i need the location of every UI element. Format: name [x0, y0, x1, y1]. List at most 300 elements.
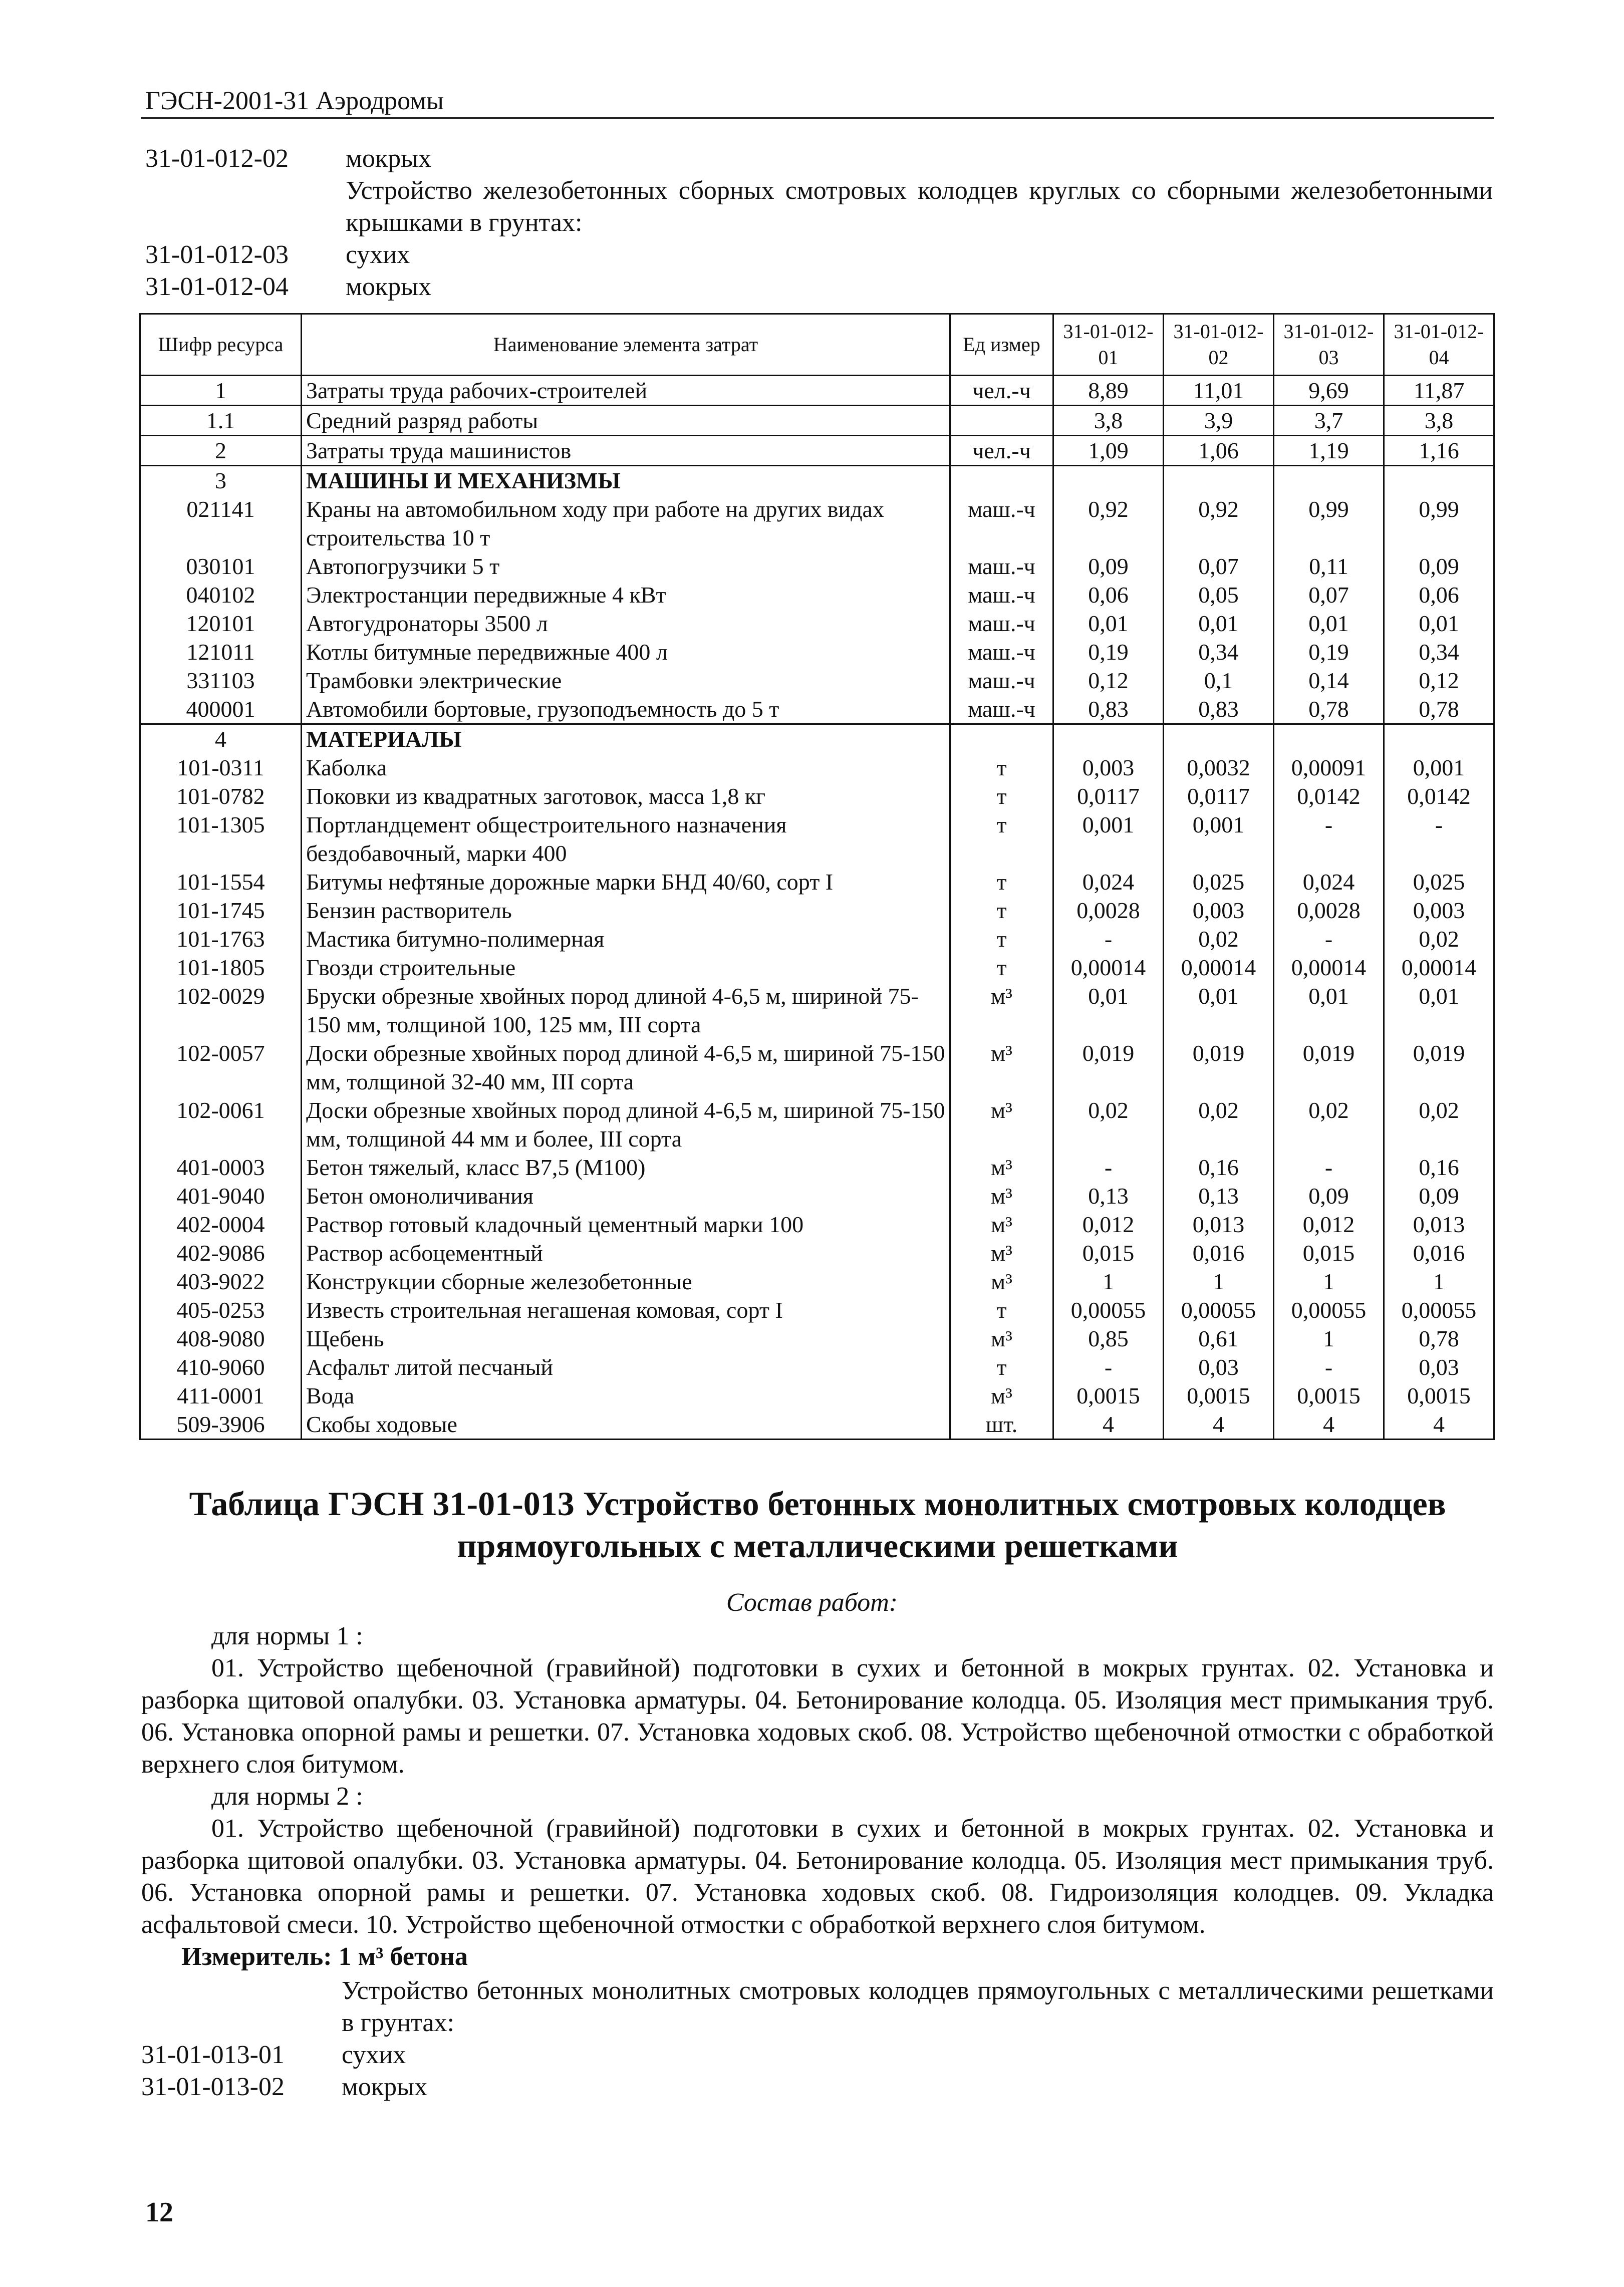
- resource-code: 400001: [140, 695, 302, 724]
- table-row: [140, 1353, 1494, 1381]
- value-col-1: 0,0015: [1053, 1381, 1164, 1410]
- resource-name: Бруски обрезные хвойных пород длиной 4-6,5 м, шириной 75-150 мм, толщиной 100, 125 мм, III сорта: [302, 982, 950, 1039]
- value-col-3: -: [1274, 1153, 1384, 1182]
- value-col-3: 0,00091: [1274, 753, 1384, 782]
- resource-code: 402-9086: [140, 1239, 302, 1267]
- resource-unit: маш.-ч: [950, 695, 1053, 724]
- value-col-1: -: [1053, 1353, 1164, 1381]
- value-col-3: 0,99: [1274, 495, 1384, 552]
- header-code: Шифр ресурса: [140, 314, 302, 376]
- value-col-3: 9,69: [1274, 376, 1384, 406]
- value-col-4: 1: [1384, 1267, 1494, 1296]
- value-col-3: 0,019: [1274, 1039, 1384, 1096]
- resource-name: Конструкции сборные железобетонные: [302, 1267, 950, 1296]
- resource-unit: маш.-ч: [950, 609, 1053, 638]
- value-col-3: [1274, 466, 1384, 495]
- table-body: [140, 376, 1494, 1440]
- table-row: [140, 782, 1494, 810]
- value-col-3: 1: [1274, 1324, 1384, 1353]
- work-composition: [141, 1620, 1494, 2103]
- resource-code: 408-9080: [140, 1324, 302, 1353]
- value-col-1: 0,02: [1053, 1096, 1164, 1153]
- value-col-4: 0,013: [1384, 1210, 1494, 1239]
- value-col-2: 4: [1164, 1410, 1274, 1440]
- value-col-3: [1274, 724, 1384, 754]
- resource-unit: т: [950, 753, 1053, 782]
- value-col-2: 0,34: [1164, 638, 1274, 666]
- value-col-4: 0,34: [1384, 638, 1494, 666]
- value-col-3: 0,0015: [1274, 1381, 1384, 1410]
- value-col-4: 0,019: [1384, 1039, 1494, 1096]
- resource-name: Известь строительная негашеная комовая, сорт I: [302, 1296, 950, 1324]
- resource-code: 102-0061: [140, 1096, 302, 1153]
- resource-unit: м³: [950, 1210, 1053, 1239]
- value-col-2: [1164, 466, 1274, 495]
- value-col-3: 0,0028: [1274, 896, 1384, 925]
- value-col-4: 0,09: [1384, 552, 1494, 581]
- value-col-4: 0,016: [1384, 1239, 1494, 1267]
- value-col-1: -: [1053, 925, 1164, 953]
- resource-name: Асфальт литой песчаный: [302, 1353, 950, 1381]
- value-col-1: [1053, 466, 1164, 495]
- resource-name: Автомобили бортовые, грузоподъемность до 5 т: [302, 695, 950, 724]
- resource-unit: м³: [950, 1267, 1053, 1296]
- value-col-1: 0,024: [1053, 868, 1164, 896]
- value-col-4: 0,01: [1384, 609, 1494, 638]
- value-col-2: 0,01: [1164, 982, 1274, 1039]
- value-col-1: -: [1053, 1153, 1164, 1182]
- value-col-2: 0,83: [1164, 695, 1274, 724]
- value-col-1: 0,012: [1053, 1210, 1164, 1239]
- resource-unit: чел.-ч: [950, 376, 1053, 406]
- value-col-3: 4: [1274, 1410, 1384, 1440]
- resource-code: 403-9022: [140, 1267, 302, 1296]
- value-col-2: 0,01: [1164, 609, 1274, 638]
- table-row: [140, 1096, 1494, 1153]
- value-col-4: 0,06: [1384, 581, 1494, 609]
- header-col-2: 31-01-012-02: [1164, 314, 1274, 376]
- norm-code: [141, 1975, 342, 2039]
- value-col-1: 0,06: [1053, 581, 1164, 609]
- table-row: [140, 436, 1494, 466]
- value-col-2: 0,0015: [1164, 1381, 1274, 1410]
- resource-name: Поковки из квадратных заготовок, масса 1,8 кг: [302, 782, 950, 810]
- value-col-2: 0,016: [1164, 1239, 1274, 1267]
- resource-unit: т: [950, 810, 1053, 868]
- running-header: ГЭСН-2001-31 Аэродромы: [145, 87, 444, 115]
- table-row: [140, 1324, 1494, 1353]
- resource-code: 101-1763: [140, 925, 302, 953]
- resource-unit: м³: [950, 1153, 1053, 1182]
- value-col-3: 0,00014: [1274, 953, 1384, 982]
- value-col-4: 11,87: [1384, 376, 1494, 406]
- value-col-2: 0,019: [1164, 1039, 1274, 1096]
- value-col-1: 3,8: [1053, 406, 1164, 436]
- value-col-2: 0,92: [1164, 495, 1274, 552]
- value-col-2: 0,03: [1164, 1353, 1274, 1381]
- value-col-1: 0,019: [1053, 1039, 1164, 1096]
- header-name: Наименование элемента затрат: [302, 314, 950, 376]
- resource-name: Раствор готовый кладочный цементный марки 100: [302, 1210, 950, 1239]
- resource-unit: маш.-ч: [950, 666, 1053, 695]
- resource-name: Раствор асбоцементный: [302, 1239, 950, 1267]
- value-col-3: -: [1274, 1353, 1384, 1381]
- value-col-2: 0,0032: [1164, 753, 1274, 782]
- resource-name: Электростанции передвижные 4 кВт: [302, 581, 950, 609]
- resource-name: Затраты труда рабочих-строителей: [302, 376, 950, 406]
- value-col-4: 0,16: [1384, 1153, 1494, 1182]
- table-row: [140, 376, 1494, 406]
- value-col-4: 4: [1384, 1410, 1494, 1440]
- resource-unit: шт.: [950, 1410, 1053, 1440]
- table-row: [140, 896, 1494, 925]
- value-col-1: [1053, 724, 1164, 754]
- norm-text: Устройство железобетонных сборных смотровых колодцев круглых со сборными железобетонными крышками в грунтах:: [346, 176, 1493, 237]
- resource-table: [139, 313, 1495, 1440]
- value-col-1: 0,001: [1053, 810, 1164, 868]
- table-title: Таблица ГЭСН 31-01-013 Устройство бетонных монолитных смотровых колодцев прямоугольных с металлическими решетками: [189, 1485, 1446, 1565]
- resource-name: Котлы битумные передвижные 400 л: [302, 638, 950, 666]
- value-col-2: 0,00055: [1164, 1296, 1274, 1324]
- resource-code: 411-0001: [140, 1381, 302, 1410]
- work-heading: Состав работ:: [726, 1588, 898, 1617]
- value-col-1: 0,015: [1053, 1239, 1164, 1267]
- norm-code: 31-01-012-02: [145, 144, 289, 173]
- value-col-2: 0,13: [1164, 1182, 1274, 1210]
- resource-unit: маш.-ч: [950, 638, 1053, 666]
- value-col-3: 0,19: [1274, 638, 1384, 666]
- table-row: [140, 810, 1494, 868]
- table-row: [140, 1153, 1494, 1182]
- value-col-1: 0,00055: [1053, 1296, 1164, 1324]
- table-row: [140, 1296, 1494, 1324]
- resource-unit: маш.-ч: [950, 552, 1053, 581]
- resource-unit: м³: [950, 1039, 1053, 1096]
- value-col-4: 0,12: [1384, 666, 1494, 695]
- resource-code: 1.1: [140, 406, 302, 436]
- table-row: [140, 1267, 1494, 1296]
- resource-code: 101-0311: [140, 753, 302, 782]
- norm-text: сухих: [342, 2041, 406, 2069]
- resource-name: МАШИНЫ И МЕХАНИЗМЫ: [302, 466, 950, 495]
- value-col-1: 0,0117: [1053, 782, 1164, 810]
- resource-code: 101-1554: [140, 868, 302, 896]
- norm2-label: для нормы 2 :: [211, 1782, 363, 1811]
- resource-unit: т: [950, 868, 1053, 896]
- intro-item: [145, 143, 1493, 175]
- value-col-3: 0,78: [1274, 695, 1384, 724]
- resource-name: Бензин растворитель: [302, 896, 950, 925]
- value-col-3: 0,07: [1274, 581, 1384, 609]
- norm-code: 31-01-012-04: [145, 272, 289, 301]
- value-col-3: 0,0142: [1274, 782, 1384, 810]
- value-col-2: 3,9: [1164, 406, 1274, 436]
- header-col-4: 31-01-012-04: [1384, 314, 1494, 376]
- value-col-3: 3,7: [1274, 406, 1384, 436]
- table-row: [140, 1410, 1494, 1440]
- value-col-2: 0,16: [1164, 1153, 1274, 1182]
- table-row: [140, 581, 1494, 609]
- value-col-3: -: [1274, 925, 1384, 953]
- resource-name: Краны на автомобильном ходу при работе на других видах строительства 10 т: [302, 495, 950, 552]
- value-col-1: 0,85: [1053, 1324, 1164, 1353]
- value-col-4: 0,09: [1384, 1182, 1494, 1210]
- value-col-1: 0,19: [1053, 638, 1164, 666]
- resource-unit: чел.-ч: [950, 436, 1053, 466]
- table-row: [140, 724, 1494, 754]
- header-col-1: 31-01-012-01: [1053, 314, 1164, 376]
- value-col-4: 0,00055: [1384, 1296, 1494, 1324]
- resource-code: 030101: [140, 552, 302, 581]
- resource-code: 120101: [140, 609, 302, 638]
- table-row: [140, 1239, 1494, 1267]
- value-col-3: 1: [1274, 1267, 1384, 1296]
- resource-unit: м³: [950, 982, 1053, 1039]
- resource-code: 121011: [140, 638, 302, 666]
- norm-code: 31-01-012-03: [145, 240, 289, 269]
- page-number: 12: [145, 2197, 173, 2228]
- resource-name: Автогудронаторы 3500 л: [302, 609, 950, 638]
- resource-code: 331103: [140, 666, 302, 695]
- resource-unit: т: [950, 1353, 1053, 1381]
- norm-text: Устройство бетонных монолитных смотровых колодцев прямоугольных с металлическими решетками в грунтах:: [342, 1976, 1494, 2037]
- table-row: [140, 1381, 1494, 1410]
- value-col-4: 0,02: [1384, 925, 1494, 953]
- resource-unit: т: [950, 782, 1053, 810]
- resource-name: Средний разряд работы: [302, 406, 950, 436]
- value-col-2: 0,0117: [1164, 782, 1274, 810]
- value-col-1: 0,01: [1053, 982, 1164, 1039]
- resource-code: 101-1305: [140, 810, 302, 868]
- value-col-4: 0,0015: [1384, 1381, 1494, 1410]
- value-col-3: 0,14: [1274, 666, 1384, 695]
- value-col-3: 0,00055: [1274, 1296, 1384, 1324]
- table-row: [140, 609, 1494, 638]
- value-col-1: 0,13: [1053, 1182, 1164, 1210]
- table-row: [140, 495, 1494, 552]
- value-col-1: 0,00014: [1053, 953, 1164, 982]
- resource-name: Портландцемент общестроительного назначения бездобавочный, марки 400: [302, 810, 950, 868]
- intro-item: [145, 271, 1493, 303]
- value-col-1: 0,01: [1053, 609, 1164, 638]
- header-rule: [141, 117, 1494, 119]
- table-row: [140, 638, 1494, 666]
- value-col-2: 0,001: [1164, 810, 1274, 868]
- table-row: [140, 552, 1494, 581]
- value-col-1: 1: [1053, 1267, 1164, 1296]
- value-col-3: 0,015: [1274, 1239, 1384, 1267]
- value-col-1: 0,003: [1053, 753, 1164, 782]
- value-col-1: 0,09: [1053, 552, 1164, 581]
- resource-name: Бетон тяжелый, класс В7,5 (М100): [302, 1153, 950, 1182]
- resource-name: Вода: [302, 1381, 950, 1410]
- resource-code: 101-1805: [140, 953, 302, 982]
- resource-unit: т: [950, 925, 1053, 953]
- resource-code: 102-0029: [140, 982, 302, 1039]
- resource-code: 401-9040: [140, 1182, 302, 1210]
- header-col-3: 31-01-012-03: [1274, 314, 1384, 376]
- value-col-2: 0,025: [1164, 868, 1274, 896]
- value-col-3: 0,01: [1274, 609, 1384, 638]
- value-col-4: 0,0142: [1384, 782, 1494, 810]
- intro-list: [145, 143, 1493, 303]
- resource-unit: м³: [950, 1381, 1053, 1410]
- value-col-3: -: [1274, 810, 1384, 868]
- resource-unit: м³: [950, 1324, 1053, 1353]
- value-col-2: 0,00014: [1164, 953, 1274, 982]
- resource-code: 405-0253: [140, 1296, 302, 1324]
- resource-name: Автопогрузчики 5 т: [302, 552, 950, 581]
- table-row: [140, 753, 1494, 782]
- resource-unit: м³: [950, 1239, 1053, 1267]
- value-col-2: 1: [1164, 1267, 1274, 1296]
- value-col-1: 0,12: [1053, 666, 1164, 695]
- table-row: [140, 1182, 1494, 1210]
- value-col-3: 0,024: [1274, 868, 1384, 896]
- resource-code: 1: [140, 376, 302, 406]
- value-col-4: -: [1384, 810, 1494, 868]
- value-col-2: 0,013: [1164, 1210, 1274, 1239]
- resource-code: 410-9060: [140, 1353, 302, 1381]
- norm-text: мокрых: [342, 2073, 428, 2101]
- norm-text: мокрых: [346, 144, 432, 173]
- value-col-4: 3,8: [1384, 406, 1494, 436]
- table-row: [140, 982, 1494, 1039]
- norm-list: [141, 1975, 1494, 2103]
- resource-name: МАТЕРИАЛЫ: [302, 724, 950, 754]
- resource-name: Мастика битумно-полимерная: [302, 925, 950, 953]
- table-row: [140, 953, 1494, 982]
- norm-list-item: [141, 2071, 1494, 2103]
- norm1-label: для нормы 1 :: [211, 1622, 363, 1650]
- value-col-2: 0,02: [1164, 1096, 1274, 1153]
- resource-code: 402-0004: [140, 1210, 302, 1239]
- norm-code: [145, 175, 346, 239]
- value-col-4: 0,001: [1384, 753, 1494, 782]
- table-row: [140, 925, 1494, 953]
- resource-code: 102-0057: [140, 1039, 302, 1096]
- resource-code: 040102: [140, 581, 302, 609]
- value-col-2: 0,1: [1164, 666, 1274, 695]
- norm-code: 31-01-013-01: [141, 2041, 285, 2069]
- table-row: [140, 695, 1494, 724]
- value-col-4: 0,02: [1384, 1096, 1494, 1153]
- value-col-2: [1164, 724, 1274, 754]
- value-col-4: [1384, 724, 1494, 754]
- table-row: [140, 666, 1494, 695]
- norm-text: мокрых: [346, 272, 432, 301]
- resource-name: Битумы нефтяные дорожные марки БНД 40/60, сорт I: [302, 868, 950, 896]
- resource-code: 509-3906: [140, 1410, 302, 1440]
- value-col-3: 0,012: [1274, 1210, 1384, 1239]
- value-col-4: 1,16: [1384, 436, 1494, 466]
- resource-unit: маш.-ч: [950, 581, 1053, 609]
- resource-unit: [950, 466, 1053, 495]
- resource-unit: т: [950, 1296, 1053, 1324]
- intro-item: [145, 175, 1493, 239]
- value-col-2: 11,01: [1164, 376, 1274, 406]
- value-col-3: 1,19: [1274, 436, 1384, 466]
- value-col-3: 0,01: [1274, 982, 1384, 1039]
- value-col-4: 0,003: [1384, 896, 1494, 925]
- resource-code: 2: [140, 436, 302, 466]
- value-col-2: 0,003: [1164, 896, 1274, 925]
- value-col-3: 0,11: [1274, 552, 1384, 581]
- resource-name: Доски обрезные хвойных пород длиной 4-6,5 м, шириной 75-150 мм, толщиной 44 мм и более, III сорта: [302, 1096, 950, 1153]
- value-col-3: 0,02: [1274, 1096, 1384, 1153]
- value-col-2: 0,61: [1164, 1324, 1274, 1353]
- resource-name: Щебень: [302, 1324, 950, 1353]
- table-header-row: [140, 314, 1494, 376]
- table-row: [140, 868, 1494, 896]
- table-row: [140, 1039, 1494, 1096]
- norm-code: 31-01-013-02: [141, 2073, 285, 2101]
- header-unit: Ед измер: [950, 314, 1053, 376]
- table-row: [140, 406, 1494, 436]
- norm1-text: 01. Устройство щебеночной (гравийной) подготовки в сухих и бетонной в мокрых грунтах. 02. Установка и разборка щитовой опалубки. 03. Установка арматуры. 04. Бетонирование колодца. 05. Изоляция мест примыкания труб. 06. Установка опорной рамы и решетки. 07. Установка ходовых скоб. 08. Устройство щебеночной отмостки с обработкой верхнего слоя битумом.: [141, 1654, 1494, 1779]
- resource-unit: м³: [950, 1182, 1053, 1210]
- value-col-4: 0,99: [1384, 495, 1494, 552]
- norm-text: сухих: [346, 240, 410, 269]
- value-col-1: 0,0028: [1053, 896, 1164, 925]
- value-col-1: 8,89: [1053, 376, 1164, 406]
- value-col-1: 4: [1053, 1410, 1164, 1440]
- resource-unit: т: [950, 953, 1053, 982]
- resource-name: Трамбовки электрические: [302, 666, 950, 695]
- norm-list-item: [141, 1975, 1494, 2039]
- resource-unit: [950, 724, 1053, 754]
- resource-code: 101-1745: [140, 896, 302, 925]
- value-col-4: 0,00014: [1384, 953, 1494, 982]
- resource-code: 3: [140, 466, 302, 495]
- norm-list-item: [141, 2039, 1494, 2071]
- resource-unit: т: [950, 896, 1053, 925]
- value-col-1: 0,83: [1053, 695, 1164, 724]
- intro-item: [145, 239, 1493, 271]
- resource-name: Затраты труда машинистов: [302, 436, 950, 466]
- value-col-4: 0,03: [1384, 1353, 1494, 1381]
- resource-unit: м³: [950, 1096, 1053, 1153]
- resource-name: Каболка: [302, 753, 950, 782]
- value-col-3: 0,09: [1274, 1182, 1384, 1210]
- resource-unit: маш.-ч: [950, 495, 1053, 552]
- resource-unit: [950, 406, 1053, 436]
- resource-code: 101-0782: [140, 782, 302, 810]
- table-row: [140, 466, 1494, 495]
- resource-name: Бетон омоноличивания: [302, 1182, 950, 1210]
- table-row: [140, 1210, 1494, 1239]
- value-col-2: 0,02: [1164, 925, 1274, 953]
- value-col-2: 0,07: [1164, 552, 1274, 581]
- value-col-1: 0,92: [1053, 495, 1164, 552]
- resource-code: 401-0003: [140, 1153, 302, 1182]
- value-col-4: 0,025: [1384, 868, 1494, 896]
- resource-name: Гвозди строительные: [302, 953, 950, 982]
- resource-code: 4: [140, 724, 302, 754]
- measure-unit: Измеритель: 1 м³ бетона: [181, 1942, 468, 1971]
- value-col-2: 0,05: [1164, 581, 1274, 609]
- resource-name: Доски обрезные хвойных пород длиной 4-6,5 м, шириной 75-150 мм, толщиной 32-40 мм, III сорта: [302, 1039, 950, 1096]
- norm2-text: 01. Устройство щебеночной (гравийной) подготовки в сухих и бетонной в мокрых грунтах. 02. Установка и разборка щитовой опалубки. 03. Установка арматуры. 04. Бетонирование колодца. 05. Изоляция мест примыкания труб. 06. Установка опорной рамы и решетки. 07. Установка ходовых скоб. 08. Гидроизоляция колодцев. 09. Укладка асфальтовой смеси. 10. Устройство щебеночной отмостки с обработкой верхнего слоя битумом.: [141, 1814, 1494, 1939]
- value-col-2: 1,06: [1164, 436, 1274, 466]
- value-col-1: 1,09: [1053, 436, 1164, 466]
- resource-name: Скобы ходовые: [302, 1410, 950, 1440]
- value-col-4: 0,78: [1384, 1324, 1494, 1353]
- value-col-4: [1384, 466, 1494, 495]
- value-col-4: 0,01: [1384, 982, 1494, 1039]
- value-col-4: 0,78: [1384, 695, 1494, 724]
- resource-code: 021141: [140, 495, 302, 552]
